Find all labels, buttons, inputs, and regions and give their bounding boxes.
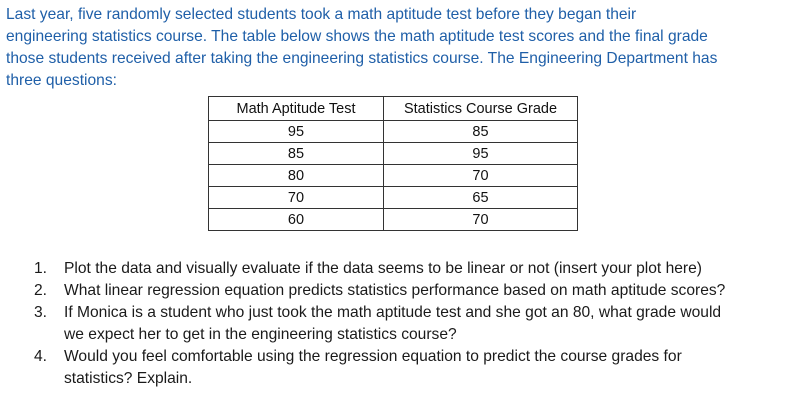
intro-line: those students received after taking the engineering statistics course. The Engineering Department has (6, 50, 718, 67)
course-grade-cell: 70 (384, 165, 578, 187)
question-item (30, 280, 798, 302)
table-row (209, 165, 578, 187)
intro-paragraph (6, 4, 796, 92)
intro-line: Last year, five randomly selected students took a math aptitude test before they began their (6, 6, 637, 23)
scores-table-container (208, 96, 578, 231)
course-grade-cell: 65 (384, 187, 578, 209)
intro-line: engineering statistics course. The table below shows the math aptitude test scores and the final grade (6, 28, 708, 45)
math-score-cell: 95 (209, 121, 384, 143)
question-text: we expect her to get in the engineering statistics course? (64, 326, 457, 343)
question-text: If Monica is a student who just took the math aptitude test and she got an 80, what grade would (64, 304, 722, 321)
question-number: 1. (34, 260, 48, 277)
question-item (30, 346, 798, 390)
table-row (209, 143, 578, 165)
table-header-row (209, 97, 578, 121)
question-number: 2. (34, 282, 48, 299)
question-text: What linear regression equation predicts statistics performance based on math aptitude scores? (64, 282, 726, 299)
math-score-cell: 85 (209, 143, 384, 165)
questions-list (30, 258, 798, 390)
question-text: Plot the data and visually evaluate if the data seems to be linear or not (insert your plot here) (64, 260, 702, 277)
question-item (30, 302, 798, 346)
course-grade-cell: 85 (384, 121, 578, 143)
question-number: 3. (34, 304, 48, 321)
course-grade-cell: 95 (384, 143, 578, 165)
math-score-cell: 70 (209, 187, 384, 209)
question-number: 4. (34, 348, 48, 365)
math-score-cell: 60 (209, 209, 384, 231)
intro-line: three questions: (6, 72, 117, 89)
table-row (209, 187, 578, 209)
column-header-math-aptitude: Math Aptitude Test (209, 97, 384, 121)
course-grade-cell: 70 (384, 209, 578, 231)
scores-table (208, 96, 578, 231)
table-row (209, 121, 578, 143)
math-score-cell: 80 (209, 165, 384, 187)
question-text: statistics? Explain. (64, 370, 193, 387)
table-row (209, 209, 578, 231)
question-text: Would you feel comfortable using the regression equation to predict the course grades for (64, 348, 682, 365)
question-item (30, 258, 798, 280)
column-header-course-grade: Statistics Course Grade (384, 97, 578, 121)
